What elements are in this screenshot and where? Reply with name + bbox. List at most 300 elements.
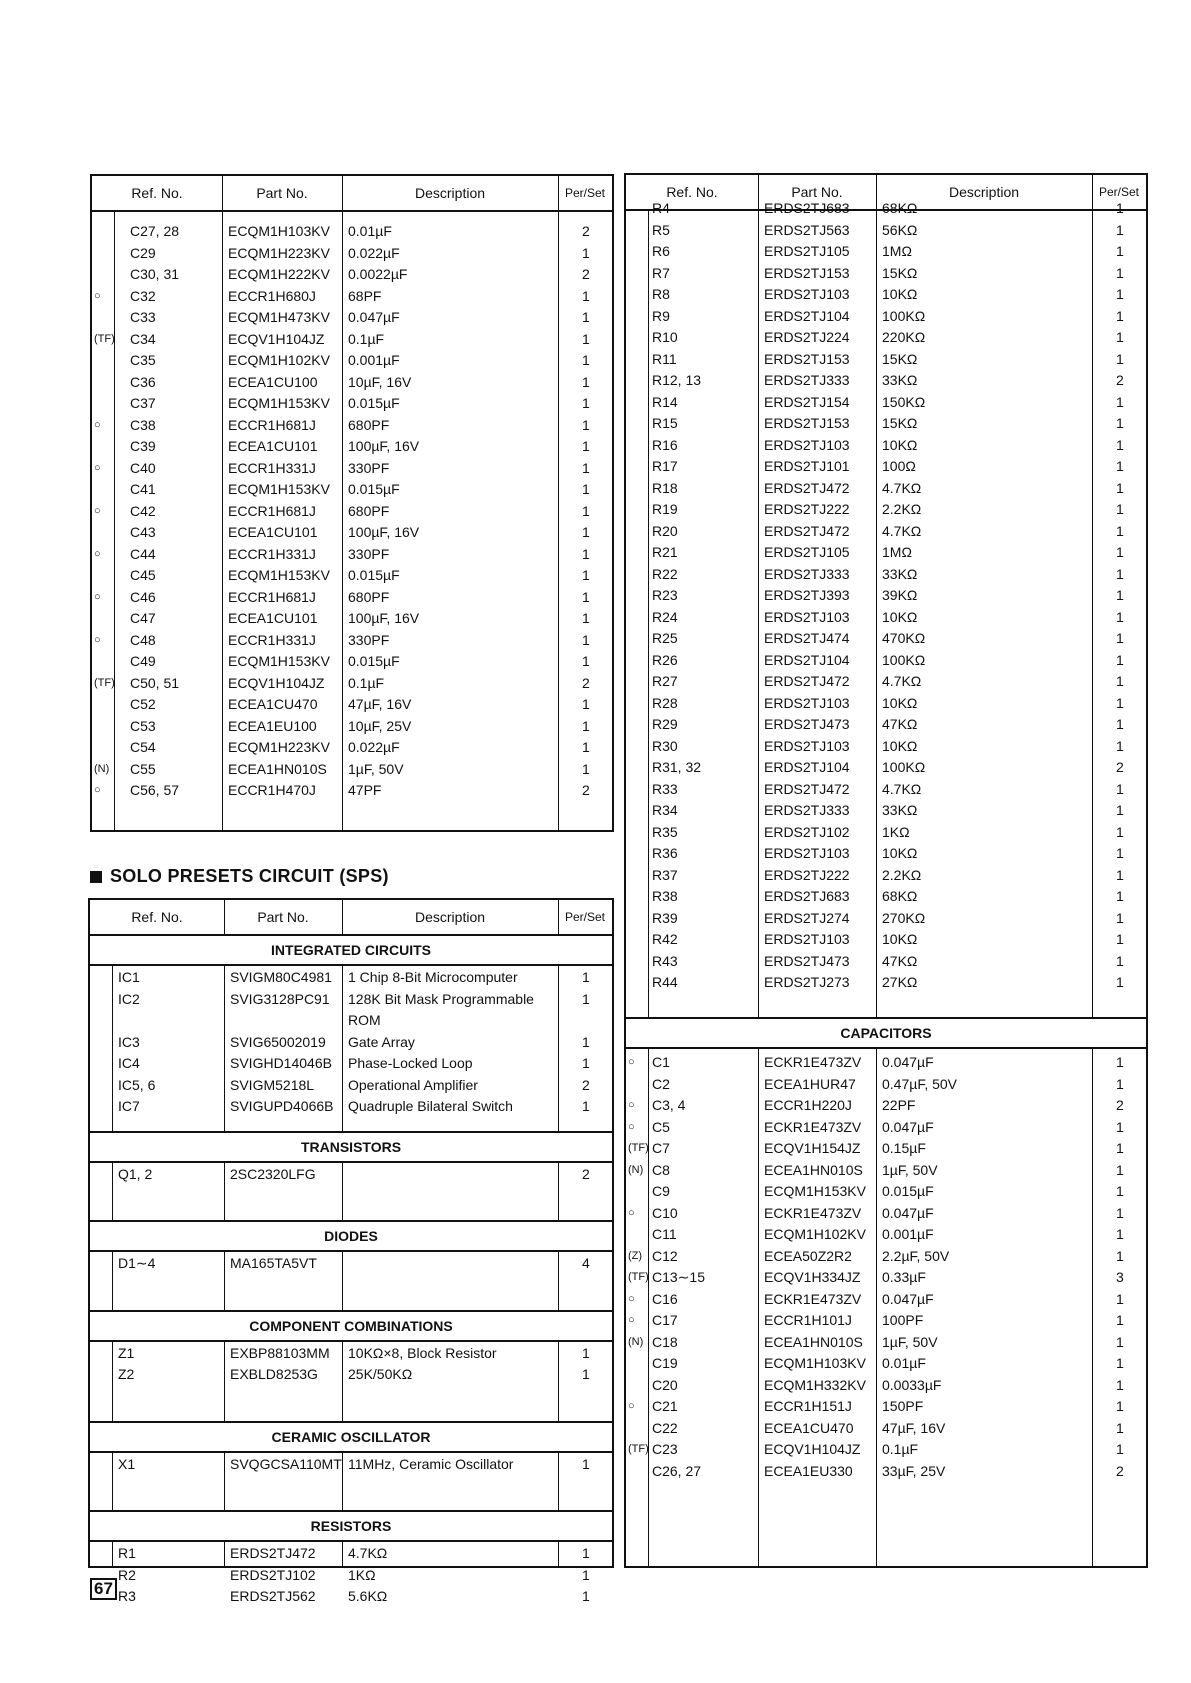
part-no-cell: ERDS2TJ153 — [764, 415, 850, 431]
table-row — [92, 586, 612, 608]
table-row — [626, 369, 1146, 391]
description-cell: 10KΩ — [882, 286, 918, 302]
per-set-cell: 1 — [582, 610, 590, 626]
part-no-cell: ECEA1CU100 — [228, 373, 318, 390]
description-cell: 0.0033µF — [882, 1376, 942, 1393]
ref-no-cell: C45 — [130, 567, 156, 583]
ref-no-cell: C36 — [130, 373, 156, 390]
table-row — [626, 649, 1146, 671]
marker-symbol: ○ — [94, 590, 101, 603]
per-set-cell: 1 — [1116, 286, 1124, 302]
ref-no-cell: R23 — [652, 587, 678, 603]
ref-no-cell: R42 — [652, 931, 678, 947]
ref-no-cell: C46 — [130, 588, 156, 605]
part-no-cell: ECQM1H153KV — [228, 395, 330, 411]
table-row — [626, 799, 1146, 821]
table-row — [626, 627, 1146, 649]
section-title — [90, 866, 389, 887]
per-set-cell: 1 — [582, 352, 590, 368]
marker-symbol: (TF) — [628, 1142, 649, 1154]
description-cell: 4.7KΩ — [882, 673, 922, 689]
description-cell: 2.2µF, 50V — [882, 1247, 950, 1264]
part-no-cell: ERDS2TJ103 — [764, 931, 850, 947]
table-row — [626, 1245, 1146, 1267]
marker-symbol: (Z) — [628, 1249, 643, 1262]
per-set-cell: 1 — [1116, 1312, 1124, 1328]
ref-no-cell: C27, 28 — [130, 223, 180, 239]
description-cell: 680PF — [348, 588, 390, 605]
marker-symbol: (TF) — [94, 676, 115, 689]
per-set-cell: 2 — [582, 782, 590, 798]
per-set-cell: 1 — [1116, 952, 1124, 969]
part-no-cell: ECEA1EU330 — [764, 1462, 853, 1479]
table-row — [92, 306, 612, 328]
ref-no-cell: R15 — [652, 415, 678, 431]
table-row — [626, 1309, 1146, 1331]
header-per-set: Per/Set — [564, 910, 606, 924]
table-row — [626, 197, 1146, 219]
header-per-set: Per/Set — [1098, 185, 1140, 199]
part-no-cell: ERDS2TJ105 — [764, 544, 850, 560]
table-row — [626, 713, 1146, 735]
ref-no-cell: IC7 — [118, 1098, 140, 1114]
description-cell: 0.1µF — [882, 1441, 919, 1457]
per-set-cell: 1 — [1116, 587, 1124, 603]
part-no-cell: ECQV1H104JZ — [764, 1441, 861, 1457]
ref-no-cell: R9 — [652, 307, 670, 324]
table-row — [92, 457, 612, 479]
part-no-cell: ERDS2TJ472 — [764, 522, 850, 539]
table-row — [626, 262, 1146, 284]
description-cell: 15KΩ — [882, 264, 918, 281]
per-set-cell: 1 — [582, 309, 590, 325]
part-no-cell: ECQM1H103KV — [764, 1355, 866, 1371]
part-no-cell: ERDS2TJ103 — [764, 737, 850, 754]
part-no-cell: ERDS2TJ104 — [764, 651, 850, 668]
per-set-cell: 1 — [582, 990, 590, 1007]
ref-no-cell: C10 — [652, 1204, 678, 1221]
per-set-cell: 1 — [1116, 931, 1124, 947]
description-cell: 25K/50KΩ — [348, 1366, 413, 1382]
ref-no-cell: C17 — [652, 1312, 678, 1328]
ref-no-cell: R26 — [652, 651, 678, 668]
per-set-cell: 1 — [1116, 1075, 1124, 1092]
description-cell: 330PF — [348, 545, 390, 562]
part-no-cell: SVIG65002019 — [230, 1033, 326, 1050]
table-row — [626, 326, 1146, 348]
description-cell: 100KΩ — [882, 651, 926, 668]
description-cell: 1µF, 50V — [882, 1333, 938, 1350]
part-no-cell: ERDS2TJ472 — [230, 1545, 316, 1561]
part-no-cell: ECCR1H470J — [228, 782, 316, 798]
part-no-cell: ECEA1CU101 — [228, 438, 318, 454]
table-row — [626, 1374, 1146, 1396]
ref-no-cell: R1 — [118, 1545, 136, 1561]
per-set-cell: 1 — [1116, 221, 1124, 238]
per-set-cell: 4 — [582, 1255, 590, 1271]
description-cell: 100µF, 16V — [348, 610, 420, 626]
marker-symbol: ○ — [628, 1292, 635, 1305]
part-no-cell: ERDS2TJ103 — [764, 286, 850, 302]
per-set-cell: 1 — [582, 969, 590, 985]
part-no-cell: ECCR1H681J — [228, 588, 316, 605]
ref-no-cell: C50, 51 — [130, 674, 180, 691]
table-row — [626, 1202, 1146, 1224]
ref-no-cell: C52 — [130, 696, 156, 712]
part-no-cell: ERDS2TJ102 — [764, 823, 850, 840]
part-no-cell: ECQV1H334JZ — [764, 1269, 861, 1285]
per-set-cell: 1 — [582, 567, 590, 583]
per-set-cell: 1 — [1116, 393, 1124, 410]
table-row — [626, 1288, 1146, 1310]
part-no-cell: ERDS2TJ222 — [764, 501, 850, 517]
ref-no-cell: R19 — [652, 501, 678, 517]
per-set-cell: 1 — [582, 373, 590, 390]
per-set-cell: 1 — [1116, 1183, 1124, 1199]
table-row — [626, 735, 1146, 757]
part-no-cell: ECCR1H101J — [764, 1312, 852, 1328]
ref-no-cell: C39 — [130, 438, 156, 454]
per-set-cell: 1 — [1116, 1247, 1124, 1264]
table-row — [626, 670, 1146, 692]
marker-symbol: (TF) — [628, 1443, 649, 1455]
table-row — [626, 928, 1146, 950]
table-row — [626, 692, 1146, 714]
part-no-cell: ECCR1H220J — [764, 1097, 852, 1113]
per-set-cell: 1 — [1116, 1140, 1124, 1156]
section-header: CERAMIC OSCILLATOR — [90, 1421, 612, 1453]
ref-no-cell: C35 — [130, 352, 156, 368]
part-no-cell: ERDS2TJ273 — [764, 974, 850, 990]
part-no-cell: ERDS2TJ153 — [764, 350, 850, 367]
description-cell: 10KΩ — [882, 608, 918, 625]
table-row — [626, 391, 1146, 413]
description-cell: 270KΩ — [882, 909, 926, 926]
description-cell: 0.1µF — [348, 330, 385, 347]
description-cell: 4.7KΩ — [882, 780, 922, 797]
description-cell: 0.01µF — [348, 223, 392, 239]
part-no-cell: ECEA1CU470 — [764, 1419, 854, 1436]
description-cell: 680PF — [348, 502, 390, 519]
marker-symbol: ○ — [94, 547, 101, 560]
marker-symbol: (TF) — [94, 332, 115, 345]
marker-symbol: ○ — [94, 504, 101, 517]
part-no-cell: SVQGCSA110MT — [230, 1455, 342, 1472]
header-part: Part No. — [257, 909, 309, 925]
ref-no-cell: C44 — [130, 545, 156, 562]
description-cell: Quadruple Bilateral Switch — [348, 1098, 513, 1114]
ref-no-cell: R21 — [652, 544, 678, 560]
table-row — [92, 564, 612, 586]
ref-no-cell: C41 — [130, 481, 156, 497]
table-row — [626, 864, 1146, 886]
per-set-cell: 1 — [1116, 845, 1124, 861]
part-no-cell: ERDS2TJ102 — [230, 1566, 316, 1583]
header-part: Part No. — [791, 184, 843, 200]
per-set-cell: 2 — [1116, 1097, 1124, 1113]
table-row — [626, 821, 1146, 843]
part-no-cell: ECQV1H104JZ — [228, 674, 325, 691]
part-no-cell: ECCR1H331J — [228, 545, 316, 562]
marker-symbol: ○ — [628, 1099, 635, 1111]
section-header: DIODES — [90, 1220, 612, 1252]
description-cell: 1KΩ — [882, 823, 910, 840]
description-cell: 39KΩ — [882, 587, 918, 603]
ref-no-cell: C47 — [130, 610, 156, 626]
table-row — [626, 1159, 1146, 1181]
ref-no-cell: R27 — [652, 673, 678, 689]
table-row — [626, 1460, 1146, 1482]
table-row — [626, 1223, 1146, 1245]
ref-no-cell: C32 — [130, 287, 156, 304]
per-set-cell: 1 — [1116, 1441, 1124, 1457]
per-set-cell: 1 — [582, 524, 590, 540]
table-row — [626, 1137, 1146, 1159]
description-cell: 220KΩ — [882, 329, 926, 345]
per-set-cell: 1 — [582, 1033, 590, 1050]
marker-symbol: ○ — [628, 1314, 635, 1326]
table-row — [626, 1352, 1146, 1374]
ref-no-cell: C12 — [652, 1247, 678, 1264]
part-no-cell: ECCR1H331J — [228, 459, 316, 476]
part-no-cell: ERDS2TJ472 — [764, 479, 850, 496]
per-set-cell: 1 — [1116, 974, 1124, 990]
per-set-cell: 2 — [582, 223, 590, 239]
ref-no-cell: R31, 32 — [652, 759, 702, 775]
table-row — [626, 219, 1146, 241]
per-set-cell: 1 — [582, 1455, 590, 1472]
header-description: Description — [414, 909, 486, 925]
per-set-cell: 1 — [1116, 716, 1124, 732]
per-set-cell: 1 — [582, 1588, 590, 1604]
description-cell: 0.047µF — [882, 1118, 934, 1135]
table-row — [92, 220, 612, 242]
per-set-cell: 1 — [582, 1098, 590, 1114]
table-row — [92, 349, 612, 371]
description-cell: 0.047µF — [882, 1290, 934, 1307]
ref-no-cell: R8 — [652, 286, 670, 302]
ref-no-cell: C29 — [130, 244, 156, 261]
description-cell: 4.7KΩ — [882, 479, 922, 496]
table-row — [626, 434, 1146, 456]
description-cell: 0.001µF — [348, 352, 400, 368]
per-set-cell: 2 — [582, 1165, 590, 1182]
part-no-cell: MA165TA5VT — [230, 1255, 317, 1271]
description-cell: 100PF — [882, 1312, 924, 1328]
table-row — [90, 1163, 612, 1185]
per-set-cell: 1 — [1116, 501, 1124, 517]
table-row — [92, 693, 612, 715]
part-no-cell: SVIG3128PC91 — [230, 990, 330, 1007]
part-no-cell: SVIGM80C4981 — [230, 969, 332, 985]
part-no-cell: ECQM1H102KV — [764, 1226, 866, 1242]
ref-no-cell: D1∼4 — [118, 1255, 156, 1271]
description-cell: 100µF, 16V — [348, 524, 420, 540]
description-cell: 100µF, 16V — [348, 438, 420, 454]
ref-no-cell: C1 — [652, 1054, 670, 1070]
ref-no-cell: C9 — [652, 1183, 670, 1199]
bullet-square-icon — [90, 871, 102, 883]
per-set-cell: 1 — [1116, 780, 1124, 797]
description-cell: 15KΩ — [882, 350, 918, 367]
description-cell: 2.2KΩ — [882, 866, 922, 883]
ref-no-cell: C22 — [652, 1419, 678, 1436]
description-cell: 0.33µF — [882, 1269, 926, 1285]
part-no-cell: ERDS2TJ224 — [764, 329, 850, 345]
section-header: INTEGRATED CIRCUITS — [90, 934, 612, 966]
table-row — [92, 435, 612, 457]
per-set-cell: 2 — [1116, 759, 1124, 775]
ref-no-cell: C2 — [652, 1075, 670, 1092]
per-set-cell: 2 — [582, 266, 590, 282]
ref-no-cell: IC4 — [118, 1055, 140, 1071]
part-no-cell: EXBP88103MM — [230, 1344, 330, 1361]
section-header: TRANSISTORS — [90, 1131, 612, 1163]
ref-no-cell: R36 — [652, 845, 678, 861]
ref-no-cell: R38 — [652, 888, 678, 904]
description-cell: 1KΩ — [348, 1566, 376, 1583]
description-cell: Operational Amplifier — [348, 1076, 478, 1093]
part-no-cell: ECEA1HN010S — [764, 1333, 863, 1350]
description-cell: 0.15µF — [882, 1140, 926, 1156]
part-no-cell: ECQM1H222KV — [228, 266, 330, 282]
per-set-cell: 3 — [1116, 1269, 1124, 1285]
header-description: Description — [414, 185, 486, 201]
description-cell: 0.001µF — [882, 1226, 934, 1242]
description-cell: 1µF, 50V — [348, 760, 404, 777]
table-row — [626, 907, 1146, 929]
per-set-cell: 1 — [1116, 630, 1124, 646]
table-row — [626, 1073, 1146, 1095]
description-cell: 47PF — [348, 782, 382, 798]
description-cell: 56KΩ — [882, 221, 918, 238]
marker-symbol: (N) — [628, 1335, 644, 1348]
part-no-cell: ECQM1H153KV — [228, 653, 330, 669]
ref-no-cell: C40 — [130, 459, 156, 476]
ref-no-cell: C18 — [652, 1333, 678, 1350]
ref-no-cell: R6 — [652, 243, 670, 259]
description-cell: 0.047µF — [882, 1054, 934, 1070]
description-cell: 68PF — [348, 287, 382, 304]
per-set-cell: 1 — [582, 739, 590, 755]
table-row — [90, 1074, 612, 1096]
ref-no-cell: C19 — [652, 1355, 678, 1371]
per-set-cell: 1 — [1116, 1226, 1124, 1242]
per-set-cell: 1 — [582, 545, 590, 562]
part-no-cell: ECQV1H154JZ — [764, 1140, 861, 1156]
part-no-cell: ERDS2TJ562 — [230, 1588, 316, 1604]
description-cell: 68KΩ — [882, 888, 918, 904]
per-set-cell: 2 — [1116, 1462, 1124, 1479]
part-no-cell: SVIGUPD4066B — [230, 1098, 334, 1114]
description-cell: 10KΩ — [882, 845, 918, 861]
table-row — [90, 966, 612, 988]
table-header — [92, 176, 612, 212]
ref-no-cell: C8 — [652, 1161, 670, 1178]
part-no-cell: ECQM1H103KV — [228, 223, 330, 239]
part-no-cell: ERDS2TJ274 — [764, 909, 850, 926]
part-no-cell: ECEA1CU101 — [228, 610, 318, 626]
per-set-cell: 1 — [1116, 243, 1124, 259]
description-cell: 4.7KΩ — [348, 1545, 388, 1561]
per-set-cell: 1 — [582, 717, 590, 734]
per-set-cell: 1 — [1116, 479, 1124, 496]
part-no-cell: ECEA1HN010S — [764, 1161, 863, 1178]
ref-no-cell: R24 — [652, 608, 678, 625]
description-cell: 10µF, 25V — [348, 717, 412, 734]
parts-table-right — [624, 173, 1148, 1568]
part-no-cell: ERDS2TJ154 — [764, 393, 850, 410]
per-set-cell: 1 — [582, 588, 590, 605]
header-description: Description — [948, 184, 1020, 200]
part-no-cell: ERDS2TJ103 — [764, 845, 850, 861]
table-row — [92, 392, 612, 414]
per-set-cell: 1 — [1116, 350, 1124, 367]
part-no-cell: ECEA50Z2R2 — [764, 1247, 852, 1264]
part-no-cell: ERDS2TJ683 — [764, 200, 850, 216]
section-header: COMPONENT COMBINATIONS — [90, 1310, 612, 1342]
part-no-cell: ECQV1H104JZ — [228, 330, 325, 347]
table-row — [626, 477, 1146, 499]
per-set-cell: 2 — [582, 674, 590, 691]
per-set-cell: 1 — [1116, 1290, 1124, 1307]
per-set-cell: 1 — [582, 438, 590, 454]
per-set-cell: 1 — [1116, 458, 1124, 474]
part-no-cell: ERDS2TJ101 — [764, 458, 850, 474]
description-cell: 68KΩ — [882, 200, 918, 216]
part-no-cell: ECEA1CU470 — [228, 696, 318, 712]
per-set-cell: 1 — [582, 1566, 590, 1583]
description-cell: 0.047µF — [348, 309, 400, 325]
description-cell: 10KΩ — [882, 694, 918, 711]
part-no-cell: ECCR1H681J — [228, 416, 316, 433]
per-set-cell: 1 — [582, 653, 590, 669]
part-no-cell: SVIGM5218L — [230, 1076, 315, 1093]
part-no-cell: ERDS2TJ563 — [764, 221, 850, 238]
per-set-cell: 1 — [582, 760, 590, 777]
per-set-cell: 1 — [582, 330, 590, 347]
description-cell: 0.022µF — [348, 244, 400, 261]
ref-no-cell: R7 — [652, 264, 670, 281]
table-row — [90, 1342, 612, 1364]
description-cell: 4.7KΩ — [882, 522, 922, 539]
ref-no-cell: IC5, 6 — [118, 1076, 156, 1093]
part-no-cell: ERDS2TJ104 — [764, 759, 850, 775]
description-cell: 150PF — [882, 1398, 924, 1414]
table-row — [90, 988, 612, 1010]
marker-symbol: (N) — [94, 762, 110, 775]
ref-no-cell: R25 — [652, 630, 678, 646]
description-cell: 680PF — [348, 416, 390, 433]
header-ref: Ref. No. — [666, 184, 718, 200]
table-row — [626, 240, 1146, 262]
per-set-cell: 1 — [582, 287, 590, 304]
part-no-cell: ECKR1E473ZV — [764, 1290, 862, 1307]
table-row — [90, 1252, 612, 1274]
per-set-cell: 1 — [582, 244, 590, 261]
marker-symbol: ○ — [628, 1400, 635, 1412]
part-no-cell: ERDS2TJ222 — [764, 866, 850, 883]
part-no-cell: ECQM1H332KV — [764, 1376, 866, 1393]
description-cell: 47µF, 16V — [882, 1419, 946, 1436]
table-row — [626, 283, 1146, 305]
per-set-cell: 1 — [1116, 1204, 1124, 1221]
per-set-cell: 1 — [1116, 608, 1124, 625]
ref-no-cell: R34 — [652, 802, 678, 818]
ref-no-cell: R17 — [652, 458, 678, 474]
description-cell: 0.015µF — [348, 653, 400, 669]
table-row — [626, 348, 1146, 370]
